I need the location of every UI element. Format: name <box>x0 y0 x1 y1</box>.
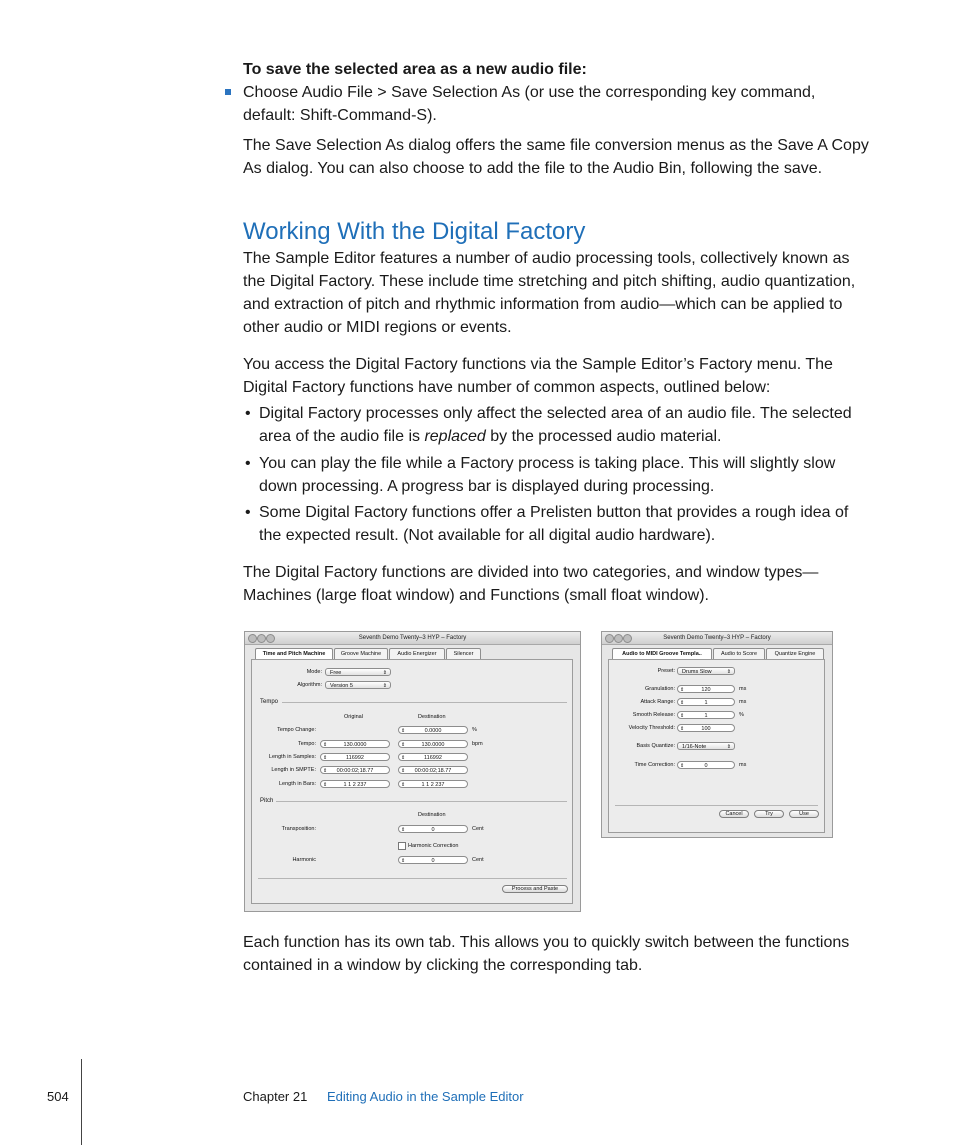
stepper-icon: ⇕ <box>401 728 406 734</box>
harmonic-field[interactable]: ⇕ 0 <box>398 856 468 864</box>
popup-arrows-icon: ⇕ <box>726 669 731 675</box>
step-bullet-icon <box>225 89 231 95</box>
bullet-dot: • <box>245 504 251 521</box>
tab-silencer[interactable]: Silencer <box>446 648 481 660</box>
section-title: Working With the Digital Factory <box>243 218 586 245</box>
factory-functions-window <box>601 631 833 838</box>
para3-line2: Machines (large float window) and Functions (small float window). <box>243 587 709 604</box>
attack-range-label: Attack Range: <box>640 699 675 705</box>
transposition-label: Transposition: <box>281 826 316 832</box>
chapter-label: Chapter 21 <box>243 1089 308 1104</box>
ms-unit: ms <box>739 699 747 705</box>
machine-panel <box>251 659 573 904</box>
bullet2-line2: down processing. A progress bar is displayed during processing. <box>259 478 715 495</box>
preset-label: Preset: <box>657 668 675 674</box>
smooth-release-label: Smooth Release: <box>632 712 675 718</box>
stepper-icon: ⇕ <box>401 858 406 864</box>
tab-groove-machine[interactable]: Groove Machine <box>334 648 388 660</box>
cancel-button[interactable]: Cancel <box>719 810 749 818</box>
popup-arrows-icon: ⇕ <box>382 670 387 676</box>
attack-range-field[interactable]: ⇕ 1 <box>677 698 735 706</box>
divider <box>276 801 567 802</box>
ms-unit: ms <box>739 762 747 768</box>
stepper-icon: ⇕ <box>680 726 685 732</box>
cent-unit: Cent <box>472 826 484 832</box>
tempo-dest-field[interactable]: ⇕ 130.0000 <box>398 740 468 748</box>
popup-arrows-icon: ⇕ <box>382 683 387 689</box>
tab-audio-to-midi-groove-template[interactable]: Audio to MIDI Groove Templa.. <box>612 648 712 660</box>
percent-unit: % <box>739 712 744 718</box>
time-correction-field[interactable]: ⇕ 0 <box>677 761 735 769</box>
bullet1-line1: Digital Factory processes only affect the selected area of an audio file. The selected <box>259 405 852 422</box>
cent-unit: Cent <box>472 857 484 863</box>
bpm-unit: bpm <box>472 741 483 747</box>
bullet-dot: • <box>245 405 251 422</box>
para1-line1: The Sample Editor features a number of audio processing tools, collectively known as <box>243 250 850 267</box>
preset-select[interactable]: Drums Slow ⇕ <box>677 667 735 675</box>
bullet3-line2: the expected result. (Not available for all digital audio hardware). <box>259 527 716 544</box>
intro-para-line2: As dialog. You can also choose to add the file to the Audio Bin, following the save. <box>243 160 823 177</box>
algorithm-label: Algorithm: <box>297 682 322 688</box>
functions-panel <box>608 659 825 833</box>
stepper-icon: ⇕ <box>401 782 406 788</box>
length-samples-dest-field[interactable]: ⇕ 116992 <box>398 753 468 761</box>
window-titlebar <box>602 632 832 645</box>
tempo-orig-field[interactable]: ⇕ 130.0000 <box>320 740 390 748</box>
divider <box>258 878 567 879</box>
pitch-section-label: Pitch <box>260 798 274 804</box>
stepper-icon: ⇕ <box>401 742 406 748</box>
window-title: Seventh Demo Twenty–3 HYP – Factory <box>358 635 467 641</box>
length-smpte-label: Length in SMPTE: <box>271 767 316 773</box>
smooth-release-field[interactable]: ⇕ 1 <box>677 711 735 719</box>
page-number: 504 <box>47 1089 69 1104</box>
bullet2-line1: You can play the file while a Factory process is taking place. This will slightly slow <box>259 455 836 472</box>
tempo-change-dest-field[interactable]: ⇕ 0.0000 <box>398 726 468 734</box>
length-smpte-dest-field[interactable]: ⇕ 00:00:02;18.77 <box>398 766 468 774</box>
velocity-threshold-label: Velocity Threshold: <box>628 725 675 731</box>
percent-unit: % <box>472 727 477 733</box>
time-correction-label: Time Correction: <box>634 762 675 768</box>
mode-label: Mode: <box>306 669 322 675</box>
tempo-label: Tempo: <box>297 741 316 747</box>
stepper-icon: ⇕ <box>680 713 685 719</box>
destination-column-header: Destination <box>418 714 446 720</box>
para4-line1: Each function has its own tab. This allows you to quickly switch between the functions <box>243 934 850 951</box>
para3-line1: The Digital Factory functions are divided into two categories, and window types— <box>243 564 819 581</box>
length-bars-orig-field[interactable]: ⇕ 1 1 2 237 <box>320 780 390 788</box>
factory-machine-window <box>244 631 581 912</box>
stepper-icon: ⇕ <box>323 782 328 788</box>
ms-unit: ms <box>739 686 747 692</box>
granulation-label: Granulation: <box>645 686 675 692</box>
chapter-title-link[interactable]: Editing Audio in the Sample Editor <box>327 1089 524 1104</box>
para2-line2: Digital Factory functions have number of common aspects, outlined below: <box>243 379 771 396</box>
mode-select[interactable]: Free ⇕ <box>325 668 391 676</box>
divider <box>615 805 818 806</box>
velocity-threshold-field[interactable]: ⇕ 100 <box>677 724 735 732</box>
stepper-icon: ⇕ <box>401 827 406 833</box>
tab-audio-to-score[interactable]: Audio to Score <box>713 648 765 660</box>
para1-line2: the Digital Factory. These include time stretching and pitch shifting, audio quantization, <box>243 273 856 290</box>
length-bars-dest-field[interactable]: ⇕ 1 1 2 237 <box>398 780 468 788</box>
para4-line2: contained in a window by clicking the corresponding tab. <box>243 957 643 974</box>
step-text: Choose Audio File > Save Selection As (or use the corresponding key command, <box>243 84 816 101</box>
original-column-header: Original <box>344 714 363 720</box>
tempo-section-label: Tempo <box>260 699 279 705</box>
footer-rule <box>81 1059 82 1145</box>
stepper-icon: ⇕ <box>323 755 328 761</box>
algorithm-select[interactable]: Version 5 ⇕ <box>325 681 391 689</box>
window-titlebar <box>245 632 580 645</box>
para1-line3: and extraction of pitch and rhythmic information from audio—which can be applied to <box>243 296 843 313</box>
bullet3-line1: Some Digital Factory functions offer a Prelisten button that provides a rough idea of <box>259 504 849 521</box>
length-smpte-orig-field[interactable]: ⇕ 00:00:02;18.77 <box>320 766 390 774</box>
stepper-icon: ⇕ <box>401 755 406 761</box>
bullet1-line2: area of the audio file is replaced by the processed audio material. <box>259 428 722 445</box>
window-title: Seventh Demo Twenty–3 HYP – Factory <box>663 635 771 641</box>
procedure-heading: To save the selected area as a new audio file: <box>243 61 587 78</box>
stepper-icon: ⇕ <box>680 700 685 706</box>
stepper-icon: ⇕ <box>401 768 406 774</box>
pitch-destination-header: Destination <box>418 812 446 818</box>
length-bars-label: Length in Bars: <box>279 781 316 787</box>
harmonic-label: Harmonic <box>292 857 316 863</box>
length-samples-label: Length in Samples: <box>268 754 316 760</box>
length-samples-orig-field[interactable]: ⇕ 116992 <box>320 753 390 761</box>
basis-quantize-select[interactable]: 1/16-Note ⇕ <box>677 742 735 750</box>
para2-line1: You access the Digital Factory functions via the Sample Editor’s Factory menu. The <box>243 356 833 373</box>
try-button[interactable]: Try <box>754 810 784 818</box>
tab-quantize-engine[interactable]: Quantize Engine <box>766 648 824 660</box>
basis-quantize-label: Basis Quantize: <box>636 743 675 749</box>
process-and-paste-button[interactable]: Process and Paste <box>502 885 568 893</box>
tempo-change-label: Tempo Change: <box>277 727 316 733</box>
stepper-icon: ⇕ <box>680 687 685 693</box>
para1-line4: other audio or MIDI regions or events. <box>243 319 512 336</box>
step-text-cont: default: Shift-Command-S). <box>243 107 437 124</box>
stepper-icon: ⇕ <box>323 742 328 748</box>
popup-arrows-icon: ⇕ <box>726 744 731 750</box>
harmonic-correction-label: Harmonic Correction <box>408 843 459 849</box>
stepper-icon: ⇕ <box>323 768 328 774</box>
use-button[interactable]: Use <box>789 810 819 818</box>
tab-time-and-pitch-machine[interactable]: Time and Pitch Machine <box>255 648 333 660</box>
divider <box>282 702 567 703</box>
harmonic-correction-checkbox[interactable] <box>398 842 406 850</box>
transposition-field[interactable]: ⇕ 0 <box>398 825 468 833</box>
granulation-field[interactable]: ⇕ 120 <box>677 685 735 693</box>
intro-para-line1: The Save Selection As dialog offers the same file conversion menus as the Save A Copy <box>243 137 869 154</box>
bullet-dot: • <box>245 455 251 472</box>
tab-audio-energizer[interactable]: Audio Energizer <box>389 648 445 660</box>
stepper-icon: ⇕ <box>680 763 685 769</box>
